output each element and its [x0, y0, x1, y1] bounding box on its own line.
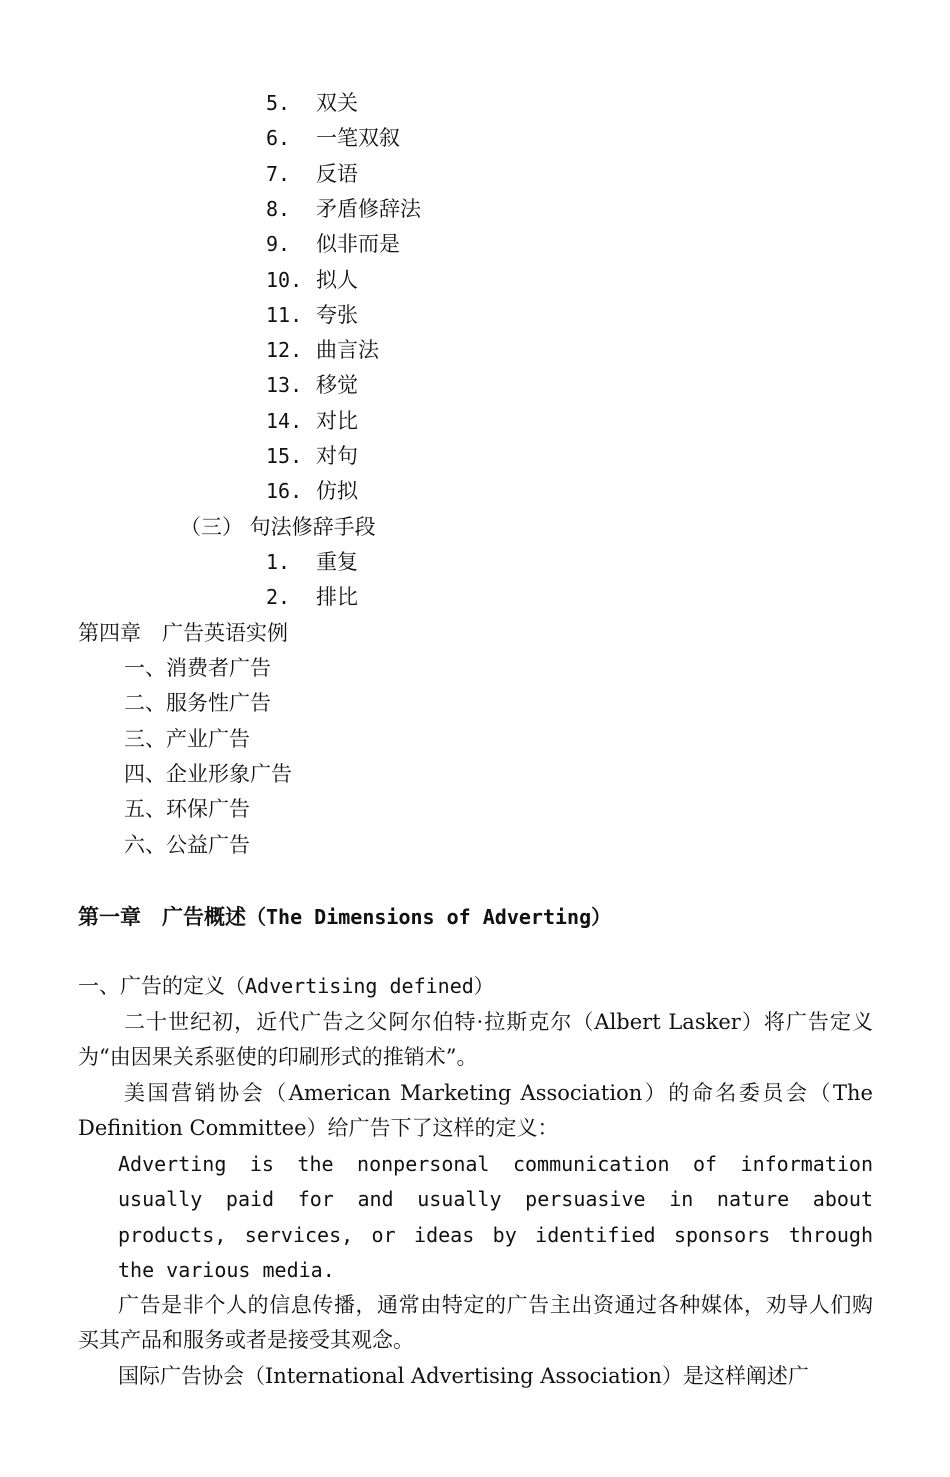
paragraph-translation-cn: 广告是非个人的信息传播，通常由特定的广告主出资通过各种媒体，劝导人们购买其产品和服务或者是接受其观念。 — [78, 1293, 873, 1353]
list-item-text: 对比 — [316, 408, 358, 433]
list-item — [266, 263, 358, 298]
list-item-number: 12. — [266, 338, 303, 363]
toc-section-syntax — [180, 510, 376, 545]
section-one-heading — [78, 969, 494, 1004]
list-item — [266, 404, 358, 439]
list-item-text: 夸张 — [316, 302, 358, 327]
list-item-text: 一笔双叙 — [316, 126, 400, 151]
toc-chapter-four — [78, 616, 288, 651]
list-item — [266, 86, 358, 121]
list-item: 一、消费者广告 — [124, 656, 271, 680]
list-item-text: 反语 — [316, 161, 358, 186]
list-item-number: 9. — [266, 232, 291, 257]
list-item — [266, 333, 379, 368]
list-item-number: 13. — [266, 373, 303, 398]
toc-chapter-label: 第四章 广告英语实例 — [78, 621, 288, 645]
list-item-number: 5. — [266, 91, 291, 115]
toc-section-label: （三） 句法修辞手段 — [180, 515, 376, 539]
list-item: 二、服务性广告 — [124, 691, 271, 716]
chapter-one-heading — [78, 899, 611, 934]
list-item: 四、企业形象广告 — [124, 761, 292, 786]
list-item-text: 排比 — [316, 585, 358, 610]
list-item-text: 移觉 — [316, 373, 358, 398]
list-item-number: 14. — [266, 408, 303, 433]
list-item — [266, 192, 421, 227]
list-item-number: 11. — [266, 302, 303, 327]
chapter-one-title-en: （The Dimensions of Adverting） — [246, 905, 612, 929]
list-item-number: 16. — [266, 479, 303, 504]
list-item — [266, 121, 400, 156]
list-item — [266, 368, 358, 403]
list-item-text: 曲言法 — [316, 338, 379, 363]
list-item — [266, 298, 358, 333]
list-item: 六、公益广告 — [124, 832, 250, 857]
list-item-number: 1. — [266, 550, 291, 574]
list-item-text: 矛盾修辞法 — [316, 196, 421, 221]
list-item: 五、环保广告 — [124, 797, 250, 822]
paragraph-lasker: 二十世纪初，近代广告之父阿尔伯特·拉斯克尔（Albert Lasker）将广告定义为“由因果关系驱使的印刷形式的推销术”。 — [78, 1010, 873, 1070]
list-item-number: 6. — [266, 126, 291, 151]
list-item-text: 似非而是 — [316, 232, 400, 257]
section-one-title-cn: 一、广告的定义 — [78, 974, 225, 998]
list-item-text: 对句 — [316, 444, 358, 468]
paragraph-ama: 美国营销协会（American Marketing Association）的命名委员会（The Definition Committee）给广告下了这样的定义： — [78, 1081, 873, 1141]
chapter-one-title-cn: 第一章 广告概述 — [78, 904, 246, 929]
list-item — [266, 227, 400, 262]
list-item — [266, 157, 358, 192]
list-item-text: 重复 — [316, 550, 358, 574]
list-item-text: 仿拟 — [316, 479, 358, 504]
list-item-number: 10. — [266, 267, 303, 292]
list-item-number: 8. — [266, 196, 291, 221]
paragraph-iaa: 国际广告协会（International Advertising Association）是这样阐述广 — [118, 1364, 809, 1388]
section-one-title-en: （Advertising defined） — [225, 974, 494, 998]
list-item-text: 双关 — [316, 91, 358, 115]
list-item — [266, 474, 358, 509]
quote-definition-en: Adverting is the nonpersonal communication of information usually paid for and usually persuasive in nature about products, services, or ideas by identified sponsors through the various media. — [118, 1152, 873, 1282]
list-item — [266, 439, 358, 474]
list-item — [266, 580, 358, 615]
list-item: 三、产业广告 — [124, 726, 250, 751]
list-item-number: 15. — [266, 444, 303, 468]
list-item-number: 2. — [266, 585, 291, 610]
list-item — [266, 545, 358, 580]
list-item-number: 7. — [266, 161, 291, 186]
list-item-text: 拟人 — [316, 267, 358, 292]
